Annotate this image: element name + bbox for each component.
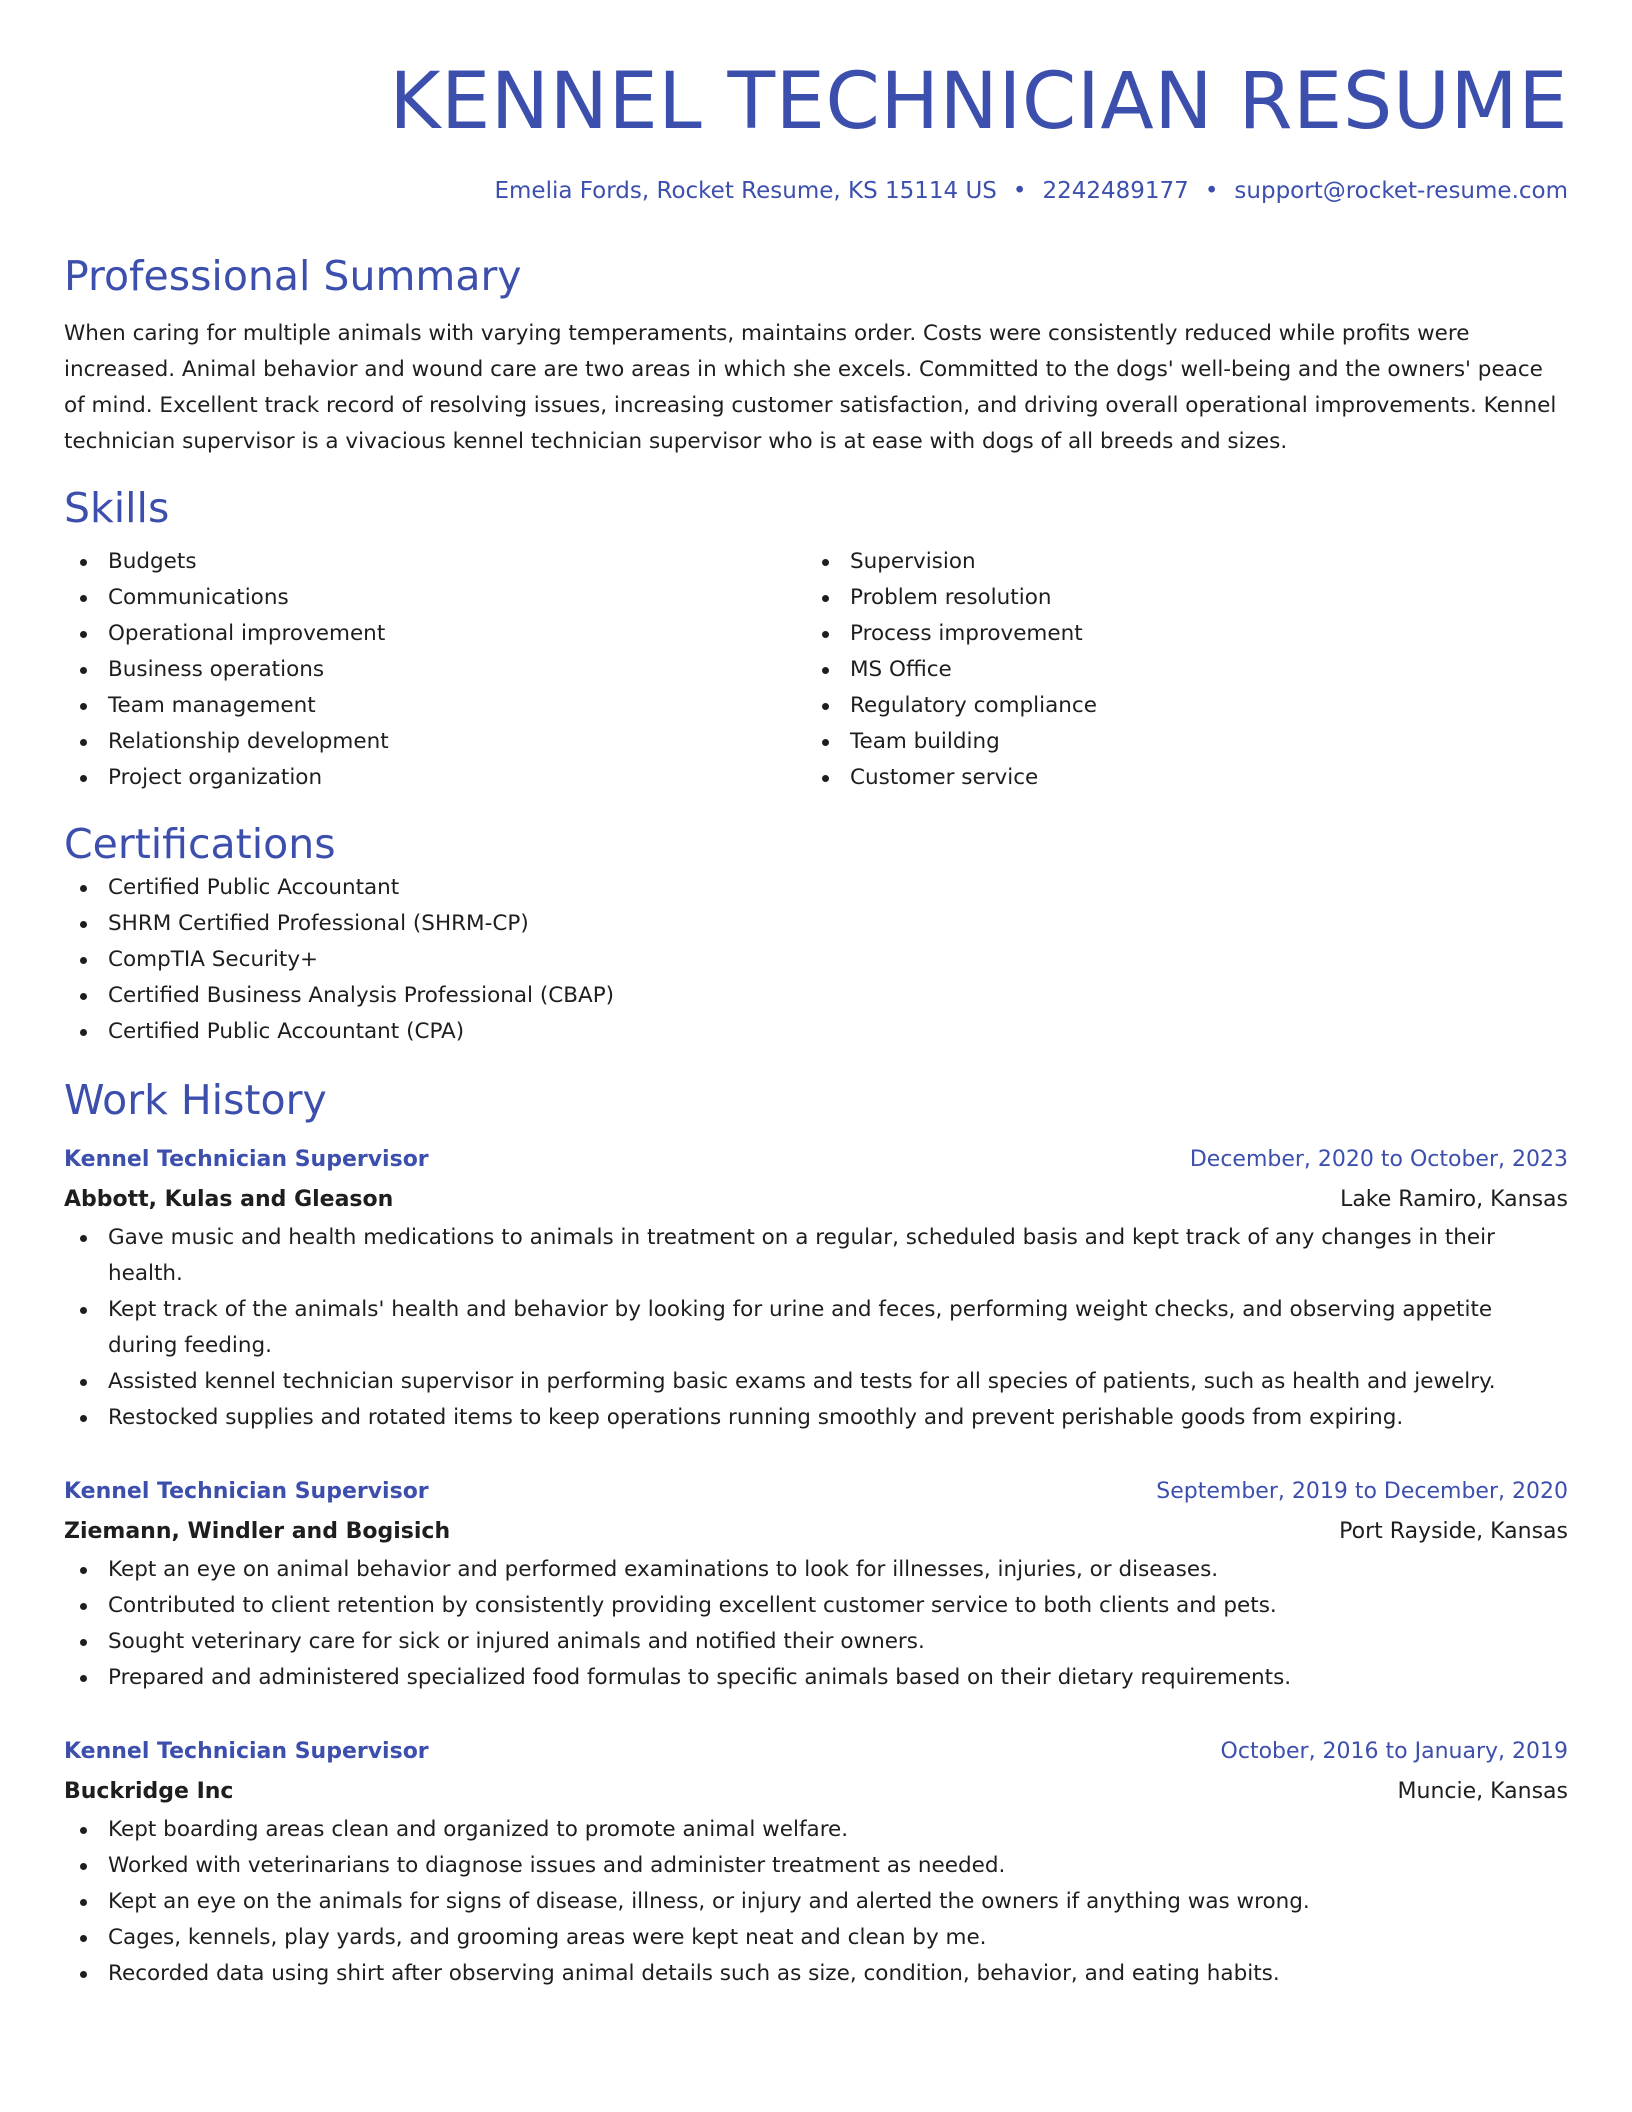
job-duty-item — [64, 1884, 1568, 1920]
bullet-icon — [80, 1567, 87, 1574]
job-title: Kennel Technician Supervisor — [64, 1739, 429, 1764]
skills-list-right — [806, 544, 1548, 796]
certification-item — [64, 870, 1568, 906]
job-duty-text: Cages, kennels, play yards, and grooming areas were kept neat and clean by me. — [108, 1925, 987, 1950]
skill-label: Communications — [108, 585, 289, 610]
certification-item — [64, 1014, 1568, 1050]
job-duty-text: Worked with veterinarians to diagnose issues and administer treatment as needed. — [108, 1853, 1006, 1878]
job-duty-text: Kept track of the animals' health and behavior by looking for urine and feces, performing weight checks, and observing appetite during feeding. — [108, 1297, 1493, 1358]
job-header-row — [64, 1472, 1568, 1512]
resume-title: KENNEL TECHNICIAN RESUME — [389, 57, 1568, 147]
bullet-icon — [80, 595, 87, 602]
job-duty-text: Kept boarding areas clean and organized to promote animal welfare. — [108, 1817, 849, 1842]
job-location: Port Rayside, Kansas — [1339, 1519, 1568, 1544]
skill-label: MS Office — [850, 657, 952, 682]
skill-item — [806, 544, 1548, 580]
skill-label: Supervision — [850, 549, 976, 574]
work-history-heading: Work History — [64, 1076, 327, 1124]
bullet-icon — [822, 631, 829, 638]
skill-item — [806, 724, 1548, 760]
job-company: Abbott, Kulas and Gleason — [64, 1187, 394, 1212]
bullet-icon — [80, 921, 87, 928]
job-duty-item — [64, 1364, 1568, 1400]
bullet-icon — [822, 775, 829, 782]
job-dates: December, 2020 to October, 2023 — [1189, 1147, 1568, 1172]
skill-item — [64, 616, 806, 652]
job-duty-text: Sought veterinary care for sick or injured animals and notified their owners. — [108, 1629, 925, 1654]
contact-address: Emelia Fords, Rocket Resume, KS 15114 US — [494, 178, 997, 204]
bullet-icon — [80, 1029, 87, 1036]
job-company-row — [64, 1180, 1568, 1220]
skill-item — [806, 688, 1548, 724]
contact-separator: • — [1012, 178, 1027, 204]
job-duty-item — [64, 1552, 1568, 1588]
skill-label: Budgets — [108, 549, 197, 574]
summary-text: When caring for multiple animals with varying temperaments, maintains order. Costs were consistently reduced while profits were increased. Animal behavior and wound care are two areas in which she excels. Committed to the dogs' well-being and the owners' peace of mind. Excellent track record of resolving issues, increasing customer satisfaction, and driving overall operational improvements. Kennel technician supervisor is a vivacious kennel technician supervisor who is at ease with dogs of all breeds and sizes. — [64, 321, 1557, 454]
job-title: Kennel Technician Supervisor — [64, 1147, 429, 1172]
certifications-heading: Certifications — [64, 820, 336, 868]
bullet-icon — [80, 631, 87, 638]
skill-label: Relationship development — [108, 729, 389, 754]
job-dates: October, 2016 to January, 2019 — [1220, 1739, 1568, 1764]
skill-item — [64, 580, 806, 616]
bullet-icon — [822, 595, 829, 602]
skill-item — [64, 760, 806, 796]
skill-item — [806, 580, 1548, 616]
skill-label: Team building — [850, 729, 1000, 754]
bullet-icon — [822, 739, 829, 746]
job-duty-item — [64, 1400, 1568, 1436]
job-entry — [64, 1732, 1568, 1992]
bullet-icon — [80, 1603, 87, 1610]
job-duty-item — [64, 1292, 1568, 1364]
bullet-icon — [822, 559, 829, 566]
skill-label: Problem resolution — [850, 585, 1052, 610]
job-title: Kennel Technician Supervisor — [64, 1479, 429, 1504]
job-duty-text: Recorded data using shirt after observing animal details such as size, condition, behavior, and eating habits. — [108, 1961, 1280, 1986]
bullet-icon — [80, 1307, 87, 1314]
bullet-icon — [822, 667, 829, 674]
skill-label: Project organization — [108, 765, 323, 790]
skills-column-left — [64, 544, 806, 796]
job-duty-text: Prepared and administered specialized food formulas to specific animals based on their dietary requirements. — [108, 1665, 1292, 1690]
job-entry — [64, 1140, 1568, 1436]
bullet-icon — [80, 1935, 87, 1942]
bullet-icon — [80, 1415, 87, 1422]
certification-label: Certified Business Analysis Professional (CBAP) — [108, 983, 615, 1008]
contact-phone: 2242489177 — [1042, 178, 1189, 204]
bullet-icon — [80, 739, 87, 746]
bullet-icon — [80, 559, 87, 566]
bullet-icon — [80, 1899, 87, 1906]
skill-label: Business operations — [108, 657, 325, 682]
certification-label: Certified Public Accountant (CPA) — [108, 1019, 465, 1044]
skill-label: Process improvement — [850, 621, 1083, 646]
skill-item — [806, 616, 1548, 652]
job-duty-item — [64, 1220, 1568, 1292]
job-duty-item — [64, 1956, 1568, 1992]
summary-heading: Professional Summary — [64, 252, 522, 300]
job-duty-text: Kept an eye on animal behavior and performed examinations to look for illnesses, injuries, or diseases. — [108, 1557, 1219, 1582]
bullet-icon — [80, 1827, 87, 1834]
bullet-icon — [80, 993, 87, 1000]
bullet-icon — [80, 1675, 87, 1682]
job-header-row — [64, 1732, 1568, 1772]
bullet-icon — [80, 667, 87, 674]
job-duty-item — [64, 1588, 1568, 1624]
certification-label: CompTIA Security+ — [108, 947, 319, 972]
skills-columns — [64, 544, 1568, 796]
job-duty-item — [64, 1660, 1568, 1696]
bullet-icon — [80, 775, 87, 782]
skill-label: Operational improvement — [108, 621, 386, 646]
contact-line — [64, 176, 1568, 206]
job-dates: September, 2019 to December, 2020 — [1156, 1479, 1568, 1504]
skill-label: Team management — [108, 693, 316, 718]
job-duty-text: Assisted kennel technician supervisor in performing basic exams and tests for all species of patients, such as health and jewelry. — [108, 1369, 1496, 1394]
skill-label: Customer service — [850, 765, 1039, 790]
skill-item — [806, 760, 1548, 796]
job-company: Buckridge Inc — [64, 1779, 234, 1804]
job-company-row — [64, 1772, 1568, 1812]
job-company-row — [64, 1512, 1568, 1552]
certifications-list — [64, 870, 1568, 1050]
certification-label: SHRM Certified Professional (SHRM-CP) — [108, 911, 529, 936]
contact-email: support@rocket-resume.com — [1234, 178, 1568, 204]
skills-list-left — [64, 544, 806, 796]
bullet-icon — [80, 1639, 87, 1646]
job-duty-text: Restocked supplies and rotated items to keep operations running smoothly and prevent perishable goods from expiring. — [108, 1405, 1404, 1430]
bullet-icon — [80, 703, 87, 710]
certification-label: Certified Public Accountant — [108, 875, 400, 900]
job-location: Lake Ramiro, Kansas — [1340, 1187, 1568, 1212]
skills-heading: Skills — [64, 484, 170, 532]
job-header-row — [64, 1140, 1568, 1180]
skill-item — [64, 688, 806, 724]
job-duty-text: Gave music and health medications to animals in treatment on a regular, scheduled basis and kept track of any changes in their health. — [108, 1225, 1495, 1286]
bullet-icon — [80, 957, 87, 964]
skills-column-right — [806, 544, 1548, 796]
job-company: Ziemann, Windler and Bogisich — [64, 1519, 451, 1544]
bullet-icon — [80, 885, 87, 892]
skill-item — [64, 724, 806, 760]
job-duty-item — [64, 1812, 1568, 1848]
certification-item — [64, 942, 1568, 978]
skill-item — [64, 652, 806, 688]
job-duty-item — [64, 1624, 1568, 1660]
job-duties-list — [64, 1552, 1568, 1696]
job-entry — [64, 1472, 1568, 1696]
contact-separator: • — [1204, 178, 1219, 204]
resume-page — [64, 0, 1568, 1992]
job-duty-text: Contributed to client retention by consistently providing excellent customer service to both clients and pets. — [108, 1593, 1277, 1618]
bullet-icon — [80, 1379, 87, 1386]
job-duty-item — [64, 1920, 1568, 1956]
skill-label: Regulatory compliance — [850, 693, 1097, 718]
bullet-icon — [80, 1235, 87, 1242]
job-location: Muncie, Kansas — [1397, 1779, 1568, 1804]
job-duty-item — [64, 1848, 1568, 1884]
job-duties-list — [64, 1220, 1568, 1436]
job-duties-list — [64, 1812, 1568, 1992]
bullet-icon — [822, 703, 829, 710]
skill-item — [806, 652, 1548, 688]
bullet-icon — [80, 1863, 87, 1870]
bullet-icon — [80, 1971, 87, 1978]
skill-item — [64, 544, 806, 580]
certification-item — [64, 978, 1568, 1014]
certification-item — [64, 906, 1568, 942]
job-duty-text: Kept an eye on the animals for signs of disease, illness, or injury and alerted the owners if anything was wrong. — [108, 1889, 1310, 1914]
